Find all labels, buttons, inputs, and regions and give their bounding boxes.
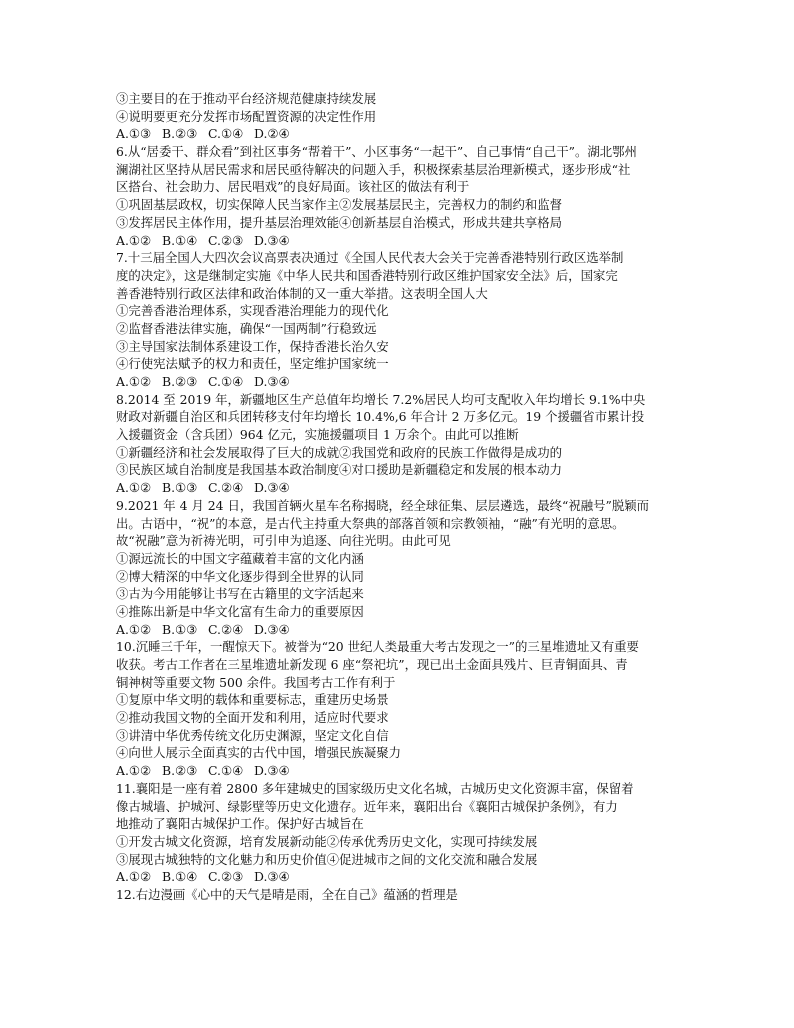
choice-3-4: ③发挥居民主体作用，提升基层治理效能④创新基层自治模式，形成共建共享格局: [116, 214, 563, 230]
choice-4: ④说明要更充分发挥市场配置资源的决定性作用: [116, 108, 377, 124]
option-a: A.①③: [116, 126, 152, 142]
choice-1: ①复原中华文明的载体和重要标志，重建历史场景: [116, 692, 389, 708]
option-a: A.①②: [116, 480, 152, 496]
question-stem-line: 澜湖社区坚持从居民需求和居民亟待解决的问题入手，积极探索基层治理新模式，逐步形成“社: [116, 161, 631, 177]
question-stem-line: 12.右边漫画《心中的天气是晴是雨，全在自己》蕴涵的哲理是: [116, 886, 458, 902]
choice-1: ①完善香港治理体系，实现香港治理能力的现代化: [116, 303, 389, 319]
answer-options: [116, 125, 688, 143]
choice-3-4: ③民族区域自治制度是我国基本政治制度④对口援助是新疆稳定和发展的根本动力: [116, 462, 563, 478]
option-a: A.①②: [116, 232, 152, 248]
option-c: C.②④: [208, 480, 244, 496]
choice-3: ③古为今用能够让书写在古籍里的文字活起来: [116, 586, 364, 602]
option-c: C.①④: [208, 126, 244, 142]
choice-1: ①源远流长的中国文字蕴藏着丰富的文化内涵: [116, 550, 364, 566]
choice-3-4: ③展现古城独特的文化魅力和历史价值④促进城市之间的文化交流和融合发展: [116, 851, 538, 867]
choice-4: ④向世人展示全面真实的古代中国，增强民族凝聚力: [116, 745, 401, 761]
answer-options: [116, 621, 688, 639]
option-a: A.①②: [116, 621, 152, 637]
question-stem-line: 入援疆资金（含兵团）964 亿元，实施援疆项目 1 万余个。由此可以推断: [116, 427, 519, 443]
option-a: A.①②: [116, 763, 152, 779]
choice-3: ③主要目的在于推动平台经济规范健康持续发展: [116, 91, 377, 106]
choice-1-2: ①新疆经济和社会发展取得了巨大的成就②我国党和政府的民族工作做得是成功的: [116, 444, 563, 460]
question-stem-line: 铜神树等重要文物 500 余件。我国考古工作有利于: [116, 674, 396, 690]
option-d: D.③④: [254, 763, 290, 779]
option-d: D.③④: [254, 869, 290, 885]
question-8: [116, 391, 688, 497]
option-c: C.②④: [208, 621, 244, 637]
option-d: D.②④: [254, 126, 290, 142]
option-c: C.②③: [208, 869, 244, 885]
question-stem-line: 故“祝融”意为祈祷光明，可引申为追逐、向往光明。由此可见: [116, 533, 451, 549]
question-11: [116, 780, 688, 886]
option-b: B.①③: [162, 480, 198, 496]
question-stem-line: 像古城墙、护城河、绿影壁等历史文化遗存。近年来，襄阳出台《襄阳古城保护条例》，有力: [116, 798, 618, 814]
question-stem-line: 10.沉睡三千年，一醒惊天下。被誉为“20 世纪人类最重大考古发现之一”的三星堆遗址又有重要: [116, 639, 639, 655]
choice-4: ④推陈出新是中华文化富有生命力的重要原因: [116, 603, 364, 619]
choice-4: ④行使宪法赋予的权力和责任，坚定维护国家统一: [116, 356, 389, 372]
exam-page: [116, 90, 688, 904]
option-b: B.①④: [162, 869, 198, 885]
option-b: B.②③: [162, 374, 198, 389]
question-stem-line: 区搭台、社会助力、居民唱戏”的良好局面。该社区的做法有利于: [116, 179, 470, 195]
question-stem-line: 地推动了襄阳古城保护工作。保护好古城旨在: [116, 816, 364, 832]
option-b: B.①③: [162, 621, 198, 637]
question-stem-line: 7.十三届全国人大四次会议高票表决通过《全国人民代表大会关于完善香港特别行政区选举制: [116, 250, 624, 266]
option-c: C.②③: [208, 232, 244, 248]
answer-options: [116, 762, 688, 780]
choice-3: ③讲清中华优秀传统文化历史渊源，坚定文化自信: [116, 727, 389, 743]
question-9: [116, 497, 688, 639]
option-a: A.①②: [116, 374, 152, 389]
question-stem-line: 11.襄阳是一座有着 2800 多年建城史的国家级历史文化名城，古城历史文化资源丰富，保留着: [116, 780, 634, 796]
question-5-tail: [116, 90, 688, 143]
question-stem-line: 8.2014 至 2019 年，新疆地区生产总值年均增长 7.2%居民人均可支配收入年均增长 9.1%中央: [116, 391, 646, 407]
option-b: B.②③: [162, 126, 198, 142]
answer-options: [116, 373, 688, 391]
choice-2: ②博大精深的中华文化逐步得到全世界的认同: [116, 568, 364, 584]
question-10: [116, 638, 688, 780]
answer-options: [116, 868, 688, 886]
choice-3: ③主导国家法制体系建设工作，保持香港长治久安: [116, 338, 389, 354]
question-7: [116, 249, 688, 391]
question-12: [116, 886, 688, 904]
choice-1-2: ①巩固基层政权，切实保障人民当家作主②发展基层民主，完善权力的制约和监督: [116, 197, 563, 213]
answer-options: [116, 479, 688, 497]
question-stem-line: 收获。考古工作者在三星堆遗址新发现 6 座“祭祀坑”，现已出土金面具残片、巨青铜面具、青: [116, 657, 628, 672]
option-d: D.③④: [254, 374, 290, 389]
question-stem-line: 9.2021 年 4 月 24 日，我国首辆火星车名称揭晓，经全球征集、层层遴选，最终“祝融号”脱颖而: [116, 497, 650, 513]
option-b: B.②③: [162, 763, 198, 779]
question-stem-line: 财政对新疆自治区和兵团转移支付年均增长 10.4%,6 年合计 2 万多亿元。19 个援疆省市累计投: [116, 409, 645, 425]
option-a: A.①②: [116, 869, 152, 885]
question-stem-line: 善香港特别行政区法律和政治体制的又一重大举措。这表明全国人大: [116, 285, 488, 301]
option-b: B.①④: [162, 232, 198, 248]
option-d: D.③④: [254, 232, 290, 248]
option-d: D.③④: [254, 480, 290, 496]
question-stem-line: 6.从“居委干、群众看”到社区事务“帮着干”、小区事务“一起干”、自己事情“自己干”。湖北鄂州: [116, 144, 637, 160]
option-c: C.①④: [208, 374, 244, 389]
choice-2: ②监督香港法律实施，确保“一国两制”行稳致远: [116, 320, 377, 336]
question-6: [116, 143, 688, 249]
option-c: C.①④: [208, 763, 244, 779]
question-stem-line: 度的决定》，这是继制定实施《中华人民共和国香港特别行政区维护国家安全法》后，国家完: [116, 267, 618, 283]
question-stem-line: 出。古语中，“祝”的本意，是古代主持重大祭典的部落首领和宗教领袖，“融”有光明的意思。: [116, 515, 625, 531]
choice-2: ②推动我国文物的全面开发和利用，适应时代要求: [116, 710, 389, 726]
answer-options: [116, 232, 688, 250]
choice-1-2: ①开发古城文化资源，培育发展新动能②传承优秀历史文化，实现可持续发展: [116, 833, 538, 849]
option-d: D.③④: [254, 621, 290, 637]
